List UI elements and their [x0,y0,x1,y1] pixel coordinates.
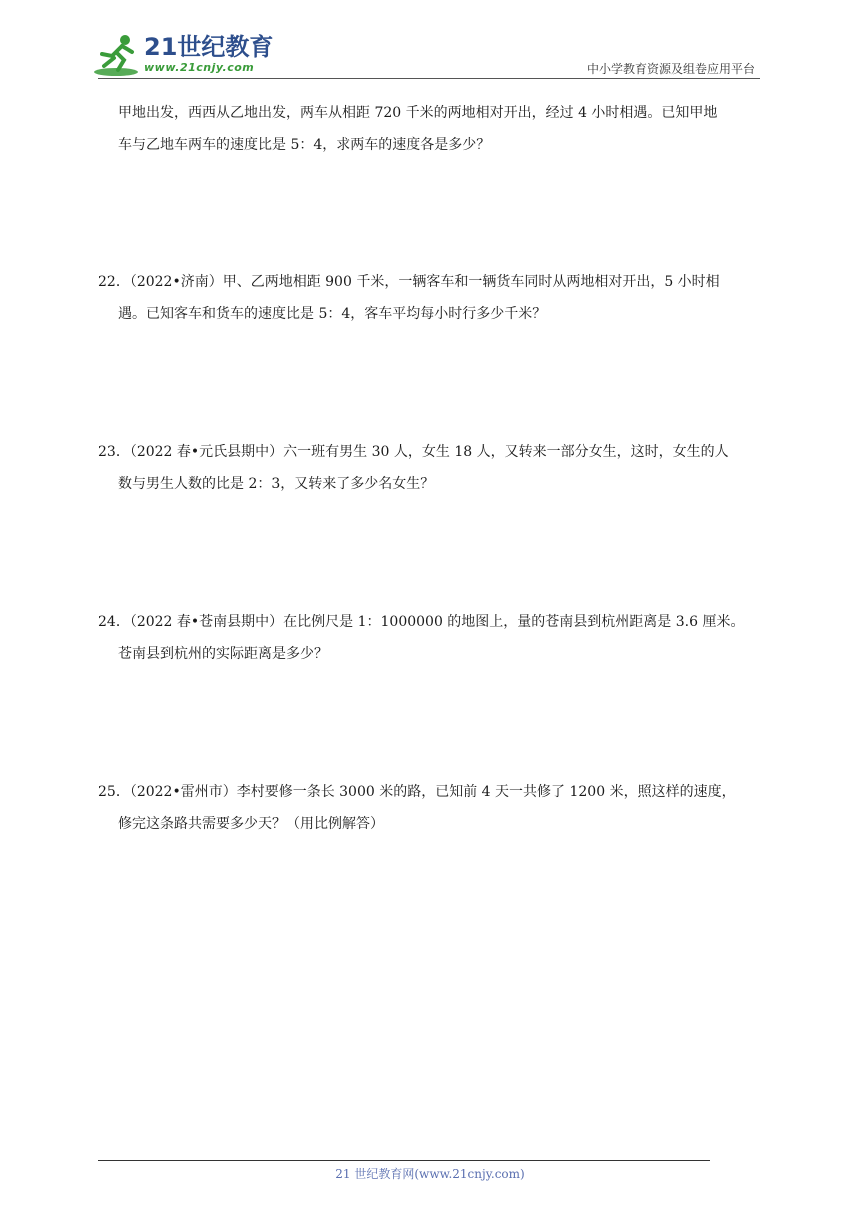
problem-line: 数与男生人数的比是 2：3，又转来了多少名女生？ [118,476,435,492]
problem-line: 24．（2022 春•苍南县期中）在比例尺是 1：1000000 的地图上，量的苍南县到杭州距离是 3.6 厘米。 [98,614,745,630]
problem-line: 苍南县到杭州的实际距离是多少？ [118,646,328,662]
problem-21-continuation [98,97,768,161]
problem-22 [98,266,768,330]
logo-main-text: 21世纪教育 [144,33,274,61]
page-header [0,0,860,90]
logo-url: www.21cnjy.com [144,61,255,74]
problem-line: 修完这条路共需要多少天？（用比例解答） [118,816,384,832]
platform-title: 中小学教育资源及组卷应用平台 [586,62,755,76]
problem-line: 车与乙地车两车的速度比是 5：4，求两车的速度各是多少？ [118,137,491,153]
problem-line: 22．（2022•济南）甲、乙两地相距 900 千米，一辆客车和一辆货车同时从两地相对开出，5 小时相 [98,274,720,290]
problem-line: 23．（2022 春•元氏县期中）六一班有男生 30 人，女生 18 人，又转来一部分女生，这时，女生的人 [98,444,729,460]
footer-site-link[interactable]: 21 世纪教育网(www.21cnjy.com) [335,1167,525,1181]
problem-25 [98,776,768,840]
problem-line: 25．（2022•雷州市）李村要修一条长 3000 米的路，已知前 4 天一共修了 1200 米，照这样的速度， [98,784,736,800]
running-figure-icon [92,32,142,78]
logo [92,32,272,80]
problem-line: 遇。已知客车和货车的速度比是 5：4，客车平均每小时行多少千米？ [118,306,547,322]
header-divider [98,78,760,79]
problem-24 [98,606,768,670]
problem-23 [98,436,768,500]
footer-divider [98,1160,710,1161]
problem-line: 甲地出发，西西从乙地出发，两车从相距 720 千米的两地相对开出，经过 4 小时相遇。已知甲地 [118,105,718,121]
